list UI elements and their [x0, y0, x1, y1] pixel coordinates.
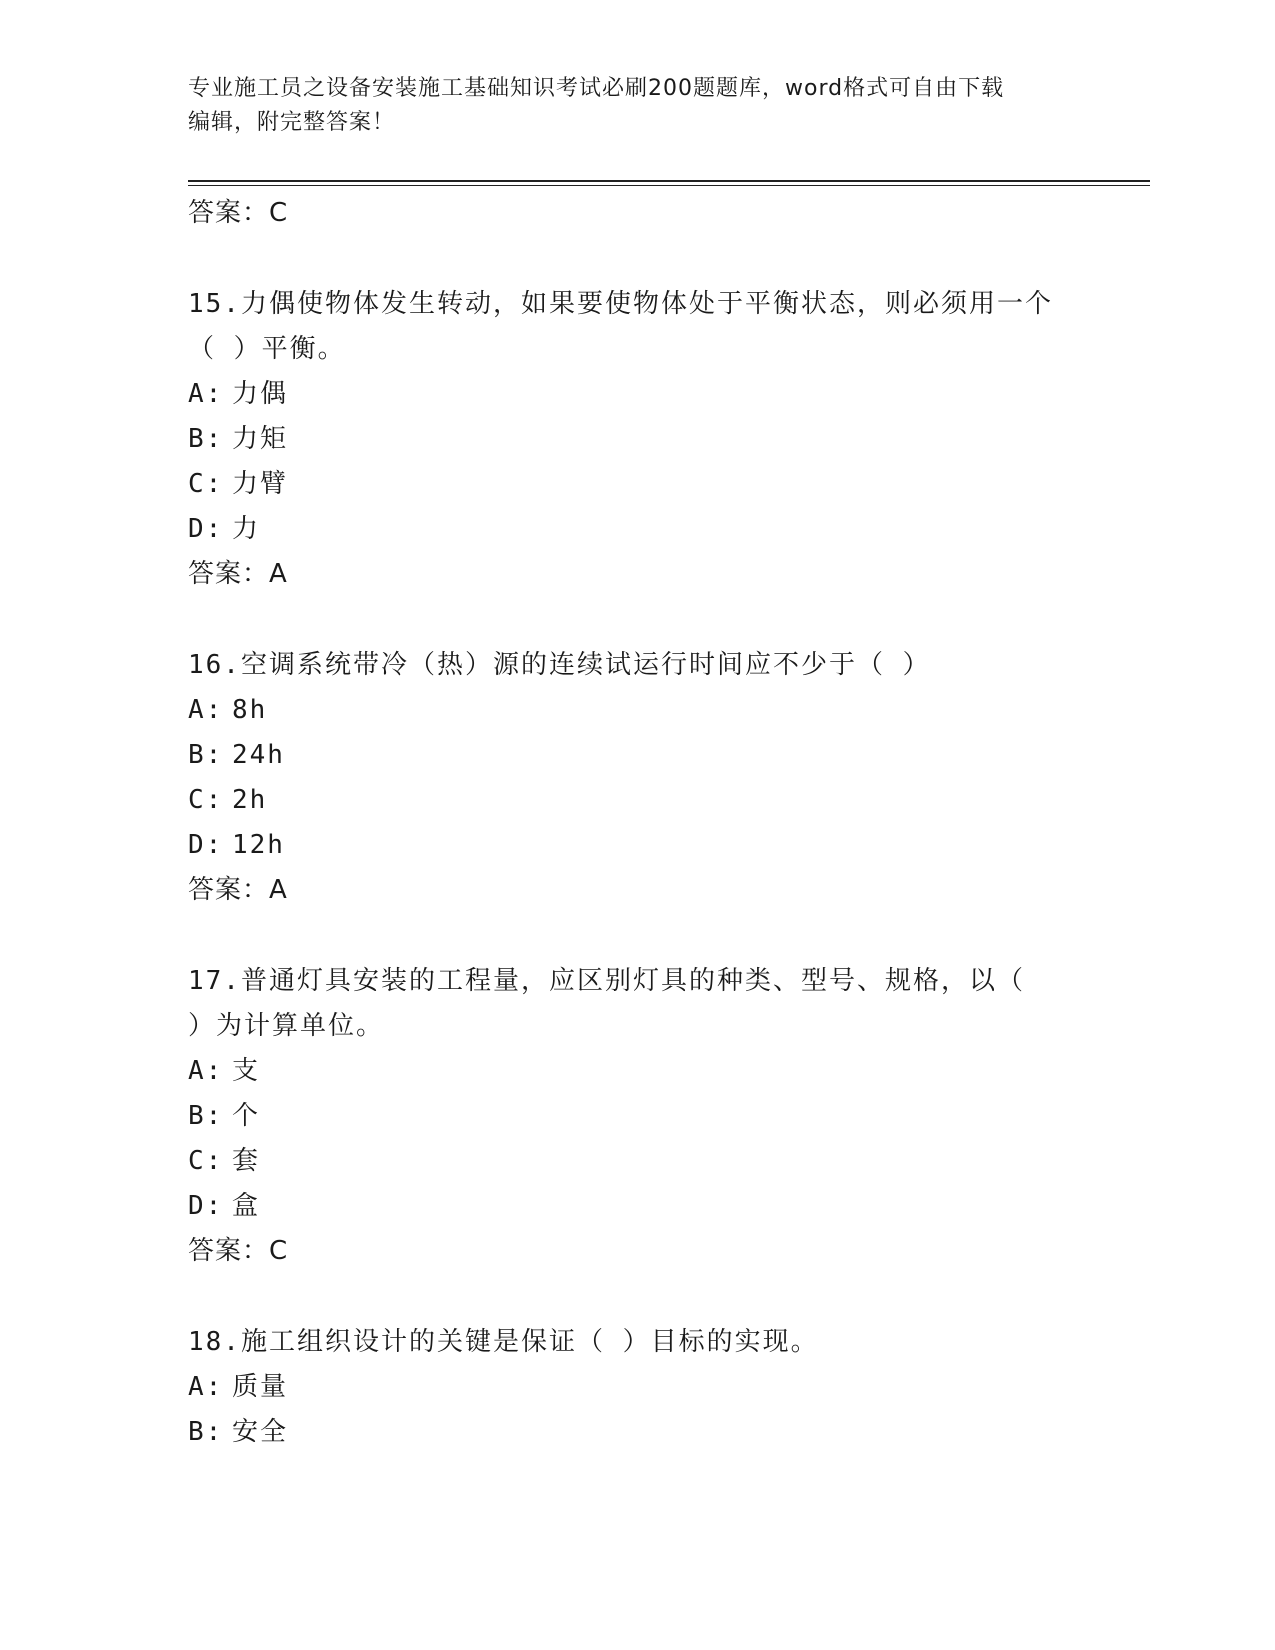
option-letter: C:: [188, 469, 224, 499]
question-stem: [188, 1320, 1088, 1365]
option-text: 个: [232, 1101, 261, 1131]
option-letter: B:: [188, 424, 224, 454]
question-line: 18.施工组织设计的关键是保证（ ）目标的实现。: [188, 1327, 819, 1357]
question-stem: [188, 959, 1088, 1049]
option-c: [188, 778, 1088, 823]
option-c: [188, 1139, 1088, 1184]
option-text: 质量: [232, 1372, 289, 1402]
question-block-18: [188, 1320, 1088, 1455]
option-c: [188, 462, 1088, 507]
option-text: 2h: [232, 785, 268, 815]
option-letter: D:: [188, 830, 224, 860]
question-list: [188, 191, 1088, 1455]
question-block-17: [188, 959, 1088, 1273]
question-line: 15.力偶使物体发生转动，如果要使物体处于平衡状态，则必须用一个: [188, 289, 1053, 319]
option-letter: A:: [188, 1056, 224, 1086]
option-text: 12h: [232, 830, 285, 860]
question-block-16: [188, 643, 1088, 912]
option-a: [188, 372, 1088, 417]
option-d: [188, 1184, 1088, 1229]
answer-line: 答案：A: [188, 875, 288, 905]
spacer: [188, 596, 1088, 643]
header-divider-thin: [188, 185, 1150, 186]
spacer: [188, 235, 1088, 282]
option-a: [188, 1049, 1088, 1094]
option-d: [188, 823, 1088, 868]
option-letter: D:: [188, 514, 224, 544]
option-text: 力矩: [232, 424, 289, 454]
answer-line: 答案：A: [188, 559, 288, 589]
spacer: [188, 912, 1088, 959]
option-b: [188, 733, 1088, 778]
option-text: 24h: [232, 740, 285, 770]
question-line: ）为计算单位。: [188, 1011, 385, 1041]
option-b: [188, 1094, 1088, 1139]
option-letter: B:: [188, 740, 224, 770]
option-b: [188, 417, 1088, 462]
question-line: 17.普通灯具安装的工程量，应区别灯具的种类、型号、规格，以（: [188, 966, 1025, 996]
option-text: 支: [232, 1056, 261, 1086]
question-stem: [188, 282, 1088, 372]
question-stem: [188, 643, 1088, 688]
option-b: [188, 1410, 1088, 1455]
option-letter: C:: [188, 785, 224, 815]
option-text: 盒: [232, 1191, 261, 1221]
answer-line: 答案：C: [188, 1236, 289, 1266]
option-letter: A:: [188, 695, 224, 725]
question-line: （ ）平衡。: [188, 334, 346, 364]
spacer: [188, 1273, 1088, 1320]
option-d: [188, 507, 1088, 552]
option-letter: D:: [188, 1191, 224, 1221]
option-letter: B:: [188, 1101, 224, 1131]
question-line: 16.空调系统带冷（热）源的连续试运行时间应不少于（ ）: [188, 650, 931, 680]
header-title-line-1: 专业施工员之设备安装施工基础知识考试必刷200题题库，word格式可自由下载: [188, 76, 1005, 101]
option-letter: B:: [188, 1417, 224, 1447]
question-block-15: [188, 282, 1088, 596]
previous-answer: 答案：C: [188, 198, 289, 228]
option-letter: A:: [188, 379, 224, 409]
option-text: 套: [232, 1146, 261, 1176]
option-text: 力: [232, 514, 261, 544]
option-text: 安全: [232, 1417, 289, 1447]
option-letter: C:: [188, 1146, 224, 1176]
option-a: [188, 688, 1088, 733]
option-text: 8h: [232, 695, 268, 725]
document-header: [188, 72, 1068, 140]
option-a: [188, 1365, 1088, 1410]
option-text: 力臂: [232, 469, 289, 499]
option-text: 力偶: [232, 379, 289, 409]
option-letter: A:: [188, 1372, 224, 1402]
header-title-line-2: 编辑，附完整答案！: [188, 110, 396, 135]
header-divider-thick: [188, 180, 1150, 182]
